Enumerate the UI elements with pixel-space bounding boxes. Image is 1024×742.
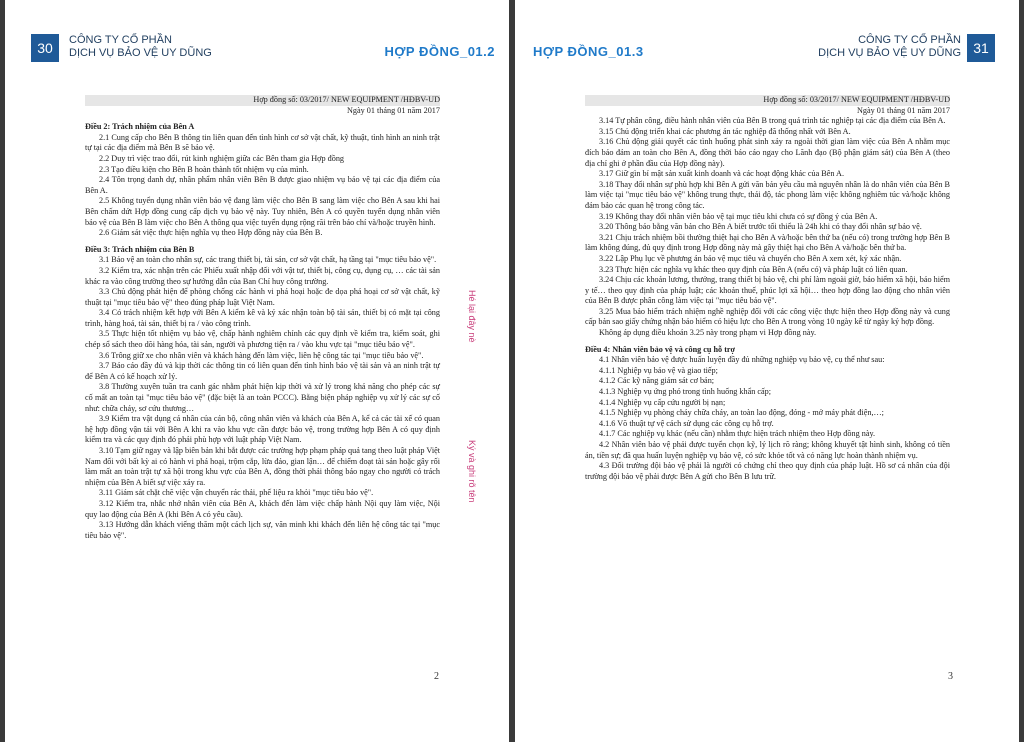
clause: 3.24 Chịu các khoản lương, thưởng, trang thiết bị bảo vệ, chi phí làm ngoài giờ, bảo hiểm xã hội, bảo hiểm y tế… theo quy định của pháp luật; các khoản thuế, phúc lợi xã hội… theo hợp đồng lao động cho nhân viên của Bên B được phân công làm việc tại "mục tiêu bảo vệ". [585, 275, 950, 306]
company-name [69, 34, 212, 60]
clause: 3.1 Bảo vệ an toàn cho nhân sự, các trang thiết bị, tài sản, cơ sở vật chất, hạ tầng tại "mục tiêu bảo vệ". [99, 255, 437, 265]
right-page-body [585, 95, 950, 482]
page-number-badge: 31 [967, 34, 995, 62]
clause: 3.6 Trông giữ xe cho nhân viên và khách hàng đến làm việc, liên hệ công tác tại "mục tiêu bảo vệ". [99, 350, 424, 360]
left-page [5, 0, 509, 742]
clause: 3.20 Thông báo bằng văn bản cho Bên A biết trước tối thiểu là 24h khi có thay đổi nhân sự bảo vệ. [599, 222, 922, 232]
clause: 3.25 Mua bảo hiểm trách nhiệm nghề nghiệp đối với các công việc thực hiện theo Hợp đồng này và cung cấp bản sao giấy chứng nhận bảo hiểm có hiệu lực cho Bên A trong vòng 10 ngày kể từ ngày ký hợp đồng. [585, 306, 950, 327]
list-item: 4.1.5 Nghiệp vụ phòng cháy chữa cháy, an toàn lao động, đóng - mở máy phát điện,…; [599, 408, 884, 418]
contract-label: HỢP ĐỒNG_01.3 [533, 44, 644, 59]
clause: 3.3 Chủ động phát hiện để phòng chống các hành vi phá hoại hoặc đe dọa phá hoại cơ sở vật chất, kỹ thuật tại "mục tiêu bảo vệ" theo đúng pháp luật Việt Nam. [85, 287, 440, 307]
clause: 3.16 Chủ động giải quyết các tình huống phát sinh xảy ra ngoài thời gian làm việc của Bên A nhằm mục đích bảo đảm an toàn cho Bên A, đồng thời báo cáo ngay cho Lãnh đạo (Bộ phận giám sát) của Bên A (theo địa chỉ ghi ở phần đầu của Hợp đồng này). [585, 137, 950, 168]
clause: 3.10 Tạm giữ ngay và lập biên bản khi bắt được các trường hợp phạm pháp quả tang theo luật pháp Việt Nam đối với bất kỳ ai có hành vi phá hoại, trộm cắp, lừa đảo, gian lận… để chiếm đoạt tài sản hoặc gây rối làm mất an toàn trật tự xã hội trong khu vực của Bên A, đồng thời phải thông báo ngay cho người có trách nhiệm của Bên A biết sự việc xảy ra. [85, 446, 440, 487]
clause: 4.1 Nhân viên bảo vệ được huấn luyện đầy đủ những nghiệp vụ bảo vệ, cụ thể như sau: [599, 355, 885, 365]
list-item: 4.1.4 Nghiệp vụ cấp cứu người bị nạn; [599, 397, 726, 407]
clause: Không áp dụng điều khoản 3.25 này trong phạm vi Hợp đồng này. [599, 328, 817, 338]
clause: 3.14 Tự phân công, điều hành nhân viên của Bên B trong quá trình tác nghiệp tại các địa điểm của Bên A. [599, 116, 946, 126]
clause: 4.2 Nhân viên bảo vệ phải được tuyển chọn kỹ, lý lịch rõ ràng; không khuyết tật hình sinh, không có tiền án, tiền sự; đã qua huấn luyện nghiệp vụ bảo vệ, có sức khỏe tốt và có năng lực hoàn thành nhiệm vụ. [585, 440, 950, 460]
doc-ref-number: Hợp đồng số: 03/2017/ NEW EQUIPMENT /HĐBV-UD [85, 95, 440, 106]
clause: 4.3 Đối trường đội bảo vệ phải là người có chứng chỉ theo quy định của pháp luật. Hồ sơ cá nhân của đội trường đội bảo vệ phải được Bên A gửi cho Bên B lưu trữ. [585, 461, 950, 481]
clause: 2.6 Giám sát việc thực hiện nghĩa vụ theo Hợp đồng này của Bên B. [99, 228, 323, 238]
margin-annotation-stamp: Hé lại đây nè [467, 290, 477, 343]
footer-page-number: 3 [948, 671, 953, 682]
list-item: 4.1.6 Võ thuật tự vệ cách sử dụng các công cụ hỗ trợ. [599, 418, 774, 428]
clause: 2.5 Không tuyển dụng nhân viên bảo vệ đang làm việc cho Bên B sang làm việc cho Bên A sau khi hai Bên chấm dứt Hợp đồng cung cấp dịch vụ bảo vệ này. Tuy nhiên, Bên A có quyền tuyển dụng nhân viên bảo vệ của Bên B làm việc cho Bên A thông qua việc tuyển dụng rộng rãi trên báo chí và/hoặc truyền hình. [85, 196, 440, 227]
company-name-line2: DỊCH VỤ BẢO VỆ UY DŨNG [818, 47, 961, 59]
article-2-title: Điều 2: Trách nhiệm của Bên A [85, 122, 195, 132]
clause: 3.18 Thay đổi nhân sự phù hợp khi Bên A gửi văn bản yêu cầu mà nguyên nhân là do nhân viên của Bên B làm việc tại "mục tiêu bảo vệ" không trung thực, thái độ, tác phong làm việc không nghiêm túc và/hoặc không đảm bảo các quan hệ trong công tác. [585, 179, 950, 210]
clause: 2.3 Tạo điều kiện cho Bên B hoàn thành tốt nhiệm vụ của mình. [99, 164, 309, 174]
company-name-line2: DỊCH VỤ BẢO VỆ UY DŨNG [69, 47, 212, 59]
left-page-header [5, 0, 509, 70]
list-item: 4.1.3 Nghiệp vụ ứng phó trong tình huống khẩn cấp; [599, 387, 772, 397]
left-page-body [85, 95, 440, 541]
clause: 2.1 Cung cấp cho Bên B thông tin liên quan đến tình hình cơ sở vật chất, kỹ thuật, tình hình an ninh trật tự tại các địa điểm mà Bên B sẽ bảo vệ. [85, 132, 440, 153]
clause: 3.11 Giám sát chặt chẽ việc vận chuyển rác thải, phế liệu ra khỏi "mục tiêu bảo vệ". [99, 488, 374, 498]
article-3-title: Điều 3: Trách nhiệm của Bên B [85, 244, 195, 254]
company-name-line1: CÔNG TY CỔ PHẦN [858, 34, 961, 46]
footer-page-number: 2 [434, 671, 439, 682]
clause: 3.13 Hướng dẫn khách viếng thăm một cách lịch sự, văn minh khi khách đến liên hệ công tác tại "mục tiêu bảo vệ". [85, 520, 440, 540]
company-name-line1: CÔNG TY CỔ PHẦN [69, 34, 172, 46]
clause: 3.15 Chủ động triển khai các phương án tác nghiệp đã thống nhất với Bên A. [599, 126, 851, 136]
article-4-title: Điều 4: Nhân viên bảo vệ và công cụ hỗ trợ [585, 344, 736, 354]
clause: 3.19 Không thay đổi nhân viên bảo vệ tại mục tiêu khi chưa có sự đồng ý của Bên A. [599, 211, 878, 221]
clause: 3.8 Thường xuyên tuần tra canh gác nhằm phát hiện kịp thời và xử lý trong khả năng cho phép các sự cố mất an toàn tại "mục tiêu bảo vệ" (đặc biệt là an toàn PCCC). Bằng biện pháp nghiệp vụ xử lý các sự cố như: chữa cháy, sơ cứu thương… [85, 382, 440, 413]
clause: 3.17 Giữ gìn bí mật sản xuất kinh doanh và các hoạt động khác của Bên A. [599, 169, 845, 179]
clause: 3.7 Báo cáo đầy đủ và kịp thời các thông tin có liên quan đến tình hình bảo vệ tài sản và an ninh trật tự để Bên A có kế hoạch xử lý. [85, 361, 440, 381]
clause: 3.5 Thực hiện tốt nhiệm vụ bảo vệ, chấp hành nghiêm chỉnh các quy định về kiểm tra, kiểm soát, ghi chép sổ sách theo dõi hàng hóa, tài sản, người và phương tiện ra / vào khu vực tại "mục tiêu bảo vệ". [85, 329, 440, 350]
clause: 2.4 Tôn trọng danh dự, nhân phẩm nhân viên Bên B được giao nhiệm vụ bảo vệ tại các địa điểm của Bên A. [85, 175, 440, 195]
doc-ref-number: Hợp đồng số: 03/2017/ NEW EQUIPMENT /HĐBV-UD [585, 95, 950, 106]
right-page [515, 0, 1019, 742]
clause: 3.21 Chịu trách nhiệm bồi thường thiệt hại cho Bên A và/hoặc bên thứ ba (nếu có) trong trường hợp Bên B làm không đúng, đủ quy định trong Hợp đồng này mà gây thiệt hại cho Bên A và/hoặc bên thứ ba. [585, 232, 950, 253]
doc-reference [85, 95, 440, 116]
clause: 3.9 Kiểm tra vật dụng cá nhân của cán bộ, công nhân viên và khách của Bên A, kể cả các tài xế có quan hệ hợp đồng vận tải với Bên A khi ra vào khu vực cần được bảo vệ, trong trường hợp Bên A có quy định kiểm tra và các quy định đó phải phù hợp với luật pháp Việt Nam. [85, 414, 440, 445]
list-item: 4.1.7 Các nghiệp vụ khác (nếu cần) nhằm thực hiện trách nhiệm theo Hợp đồng này. [599, 429, 876, 439]
clause: 3.22 Lập Phụ lục về phương án bảo vệ mục tiêu và chuyển cho Bên A xem xét, ký xác nhận. [599, 253, 902, 263]
list-item: 4.1.2 Các kỹ năng giám sát cơ bản; [599, 376, 715, 386]
page-number-badge: 30 [31, 34, 59, 62]
clause: 3.23 Thực hiện các nghĩa vụ khác theo quy định của Bên A (nếu có) và pháp luật có liên quan. [599, 264, 908, 274]
clause: 3.2 Kiểm tra, xác nhận trên các Phiếu xuất nhập đối với vật tư, thiết bị, công cụ, dụng cụ, … các tài sản khác ra vào công trường theo sự hướng dẫn của Ban Chỉ huy công trường. [85, 265, 440, 286]
doc-ref-date: Ngày 01 tháng 01 năm 2017 [856, 105, 950, 115]
right-page-header [515, 0, 1019, 70]
clause: 3.12 Kiểm tra, nhắc nhở nhân viên của Bên A, khách đến làm việc chấp hành Nội quy làm việc, Nội quy lao động của Bên A (khi Bên A có yêu cầu). [85, 498, 440, 519]
contract-label: HỢP ĐỒNG_01.2 [384, 44, 495, 59]
company-name [818, 34, 961, 60]
doc-reference [585, 95, 950, 116]
doc-ref-date: Ngày 01 tháng 01 năm 2017 [346, 105, 440, 115]
margin-annotation-stamp: Ký và ghi rõ tên [467, 440, 477, 503]
clause: 3.4 Có trách nhiệm kết hợp với Bên A kiểm kê và ký xác nhận toàn bộ tài sản, thiết bị có mặt tại công trình, hàng hoá, tài sản, thiết bị ra / vào công trình. [85, 308, 440, 328]
list-item: 4.1.1 Nghiệp vụ bảo vệ và giao tiếp; [599, 365, 718, 375]
clause: 2.2 Duy trì việc trao đổi, rút kinh nghiệm giữa các Bên tham gia Hợp đồng [99, 153, 345, 163]
